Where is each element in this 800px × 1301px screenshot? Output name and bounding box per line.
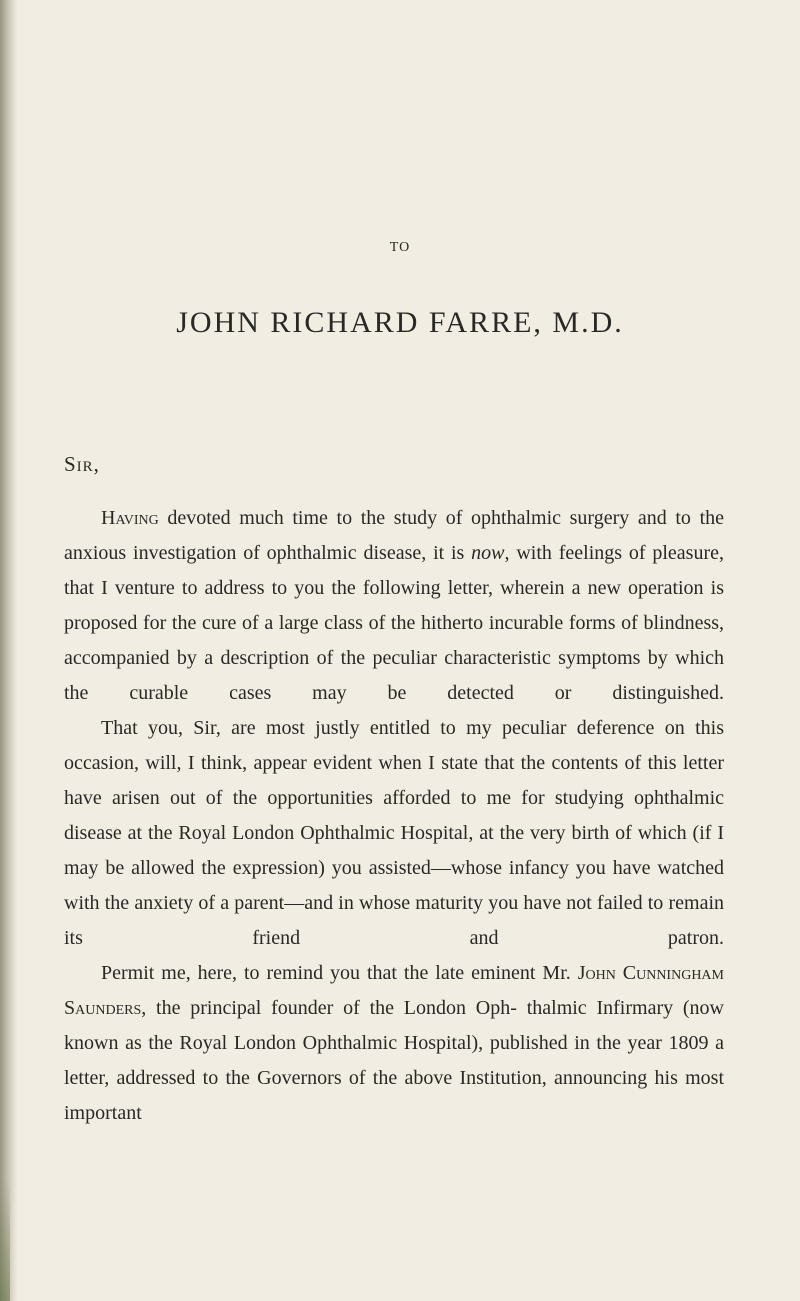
dedication-to: TO [389, 240, 411, 255]
salutation: Sir, [64, 452, 100, 476]
paragraph-2: That you, Sir, are most justly entitled to my peculiar deference on this occasion, will, I think, appear evident when I state that the contents of this letter have arisen out of the opportunities afforded to me for studying ophthalmic disease at the Royal London Ophthalmic Hospital, at the very birth of which (if I may be allowed the expression) you assisted—whose infancy you have watched with the anxiety of a parent—and in whose maturity you have not failed to remain its friend and patron. [64, 717, 725, 949]
letter-body [64, 501, 724, 1131]
dedicatee-name: JOHN RICHARD FARRE, M.D. [176, 306, 624, 339]
paragraph-1: Having devoted much time to the study of ophthalmic surgery and to the anxious investigation of ophthalmic disease, it is now, with feelings of pleasure, that I venture to address to you the following letter, wherein a new operation is proposed for the cure of a large class of the hitherto incurable forms of blindness, accompanied by a description of the peculiar characteristic symptoms by which the curable cases may be detected or distinguished. [64, 507, 725, 704]
name-cunningham-saunders: Cunningham Saunders [64, 962, 724, 1019]
emphasis-now: now [471, 542, 505, 564]
paragraph-1-lead: Having [101, 507, 159, 529]
paragraph-3: Permit me, here, to remind you that the late eminent Mr. John Cunningham Saunders, the principal founder of the London Oph- thalmic Infirmary (now known as the Royal London Ophthalmic Hospital), published in the year 1809 a letter, addressed to the Governors of the above Institution, announcing his most important [64, 962, 725, 1124]
name-john: John [577, 962, 616, 984]
